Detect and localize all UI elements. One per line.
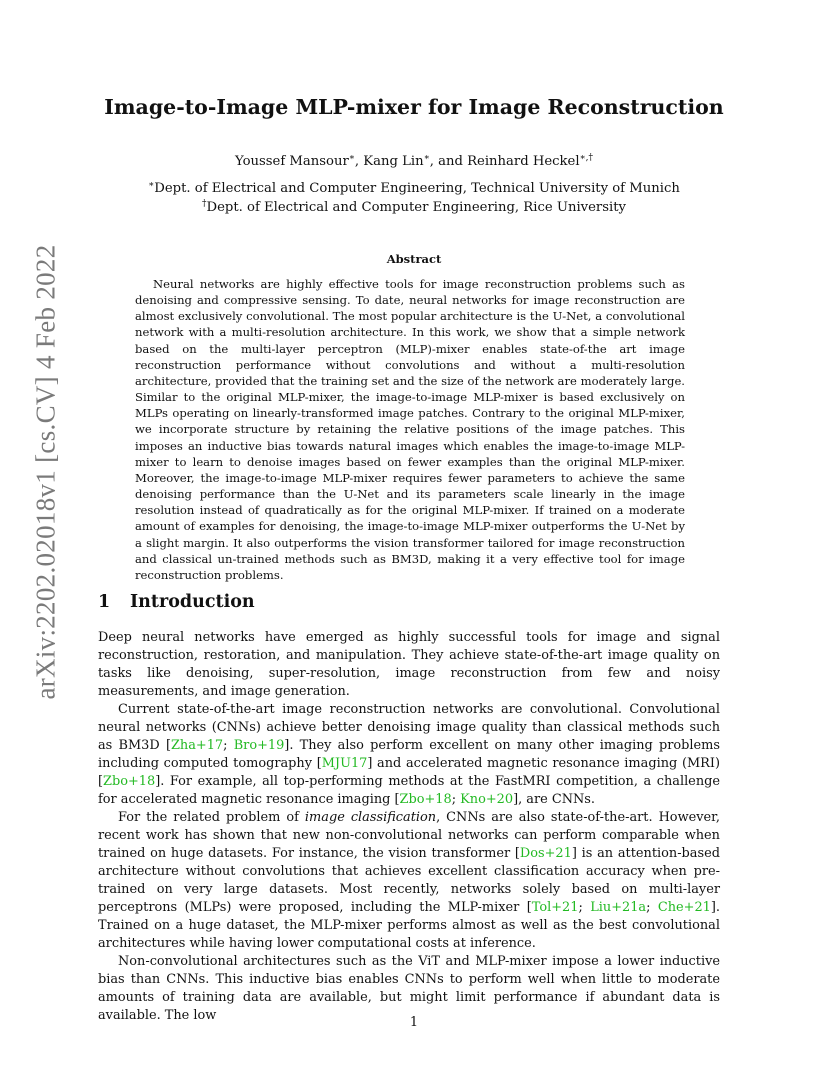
abstract-text: Neural networks are highly effective tools for image reconstruction problems such as denoising and compressive sensing. To date, neural networks for image reconstruction are almost exclusively convolutional. The most popular architecture is the U-Net, a convolutional network with a multi-resolution architecture. In this work, we show that a simple network based on the multi-layer perceptron (MLP)-mixer enables state-of-the art image reconstruction performance without convolutions and without a multi-resolution architecture, provided that the training set and the size of the network are moderately large. Similar to the original MLP-mixer, the image-to-image MLP-mixer is based exclusively on MLPs operating on linearly-transformed image patches. Contrary to the original MLP-mixer, we incorporate structure by retaining the relative positions of the image patches. This imposes an inductive bias towards natural images which enables the image-to-image MLP-mixer to learn to denoise images based on fewer examples than the original MLP-mixer. Moreover, the image-to-image MLP-mixer requires fewer parameters to achieve the same denoising performance than the U-Net and its parameters scale linearly in the image resolution instead of quadratically as for the original MLP-mixer. If trained on a moderate amount of examples for denoising, the image-to-image MLP-mixer outperforms the U-Net by a slight margin. It also outperforms the vision transformer tailored for image reconstruction and classical un-trained methods such as BM3D, making it a very effective tool for image reconstruction problems. (135, 277, 685, 582)
citation-link[interactable]: Tol+21 (531, 900, 579, 915)
affiliation-line (90, 180, 738, 198)
affiliation-mark: ∗ (148, 180, 155, 191)
paragraph: Current state-of-the-art image reconstruction networks are convolutional. Convolutional neural networks (CNNs) achieve better denoising image quality than classical methods such as BM3D [Zha+17; Bro+19]. They also perform excellent on many other imaging problems including computed tomography [MJU17] and accelerated magnetic resonance imaging (MRI) [Zbo+18]. For example, all top-performing methods at the FastMRI competition, a challenge for accelerated magnetic resonance imaging [Zbo+18; Kno+20], are CNNs. (98, 702, 720, 807)
author-name: Kang Lin (363, 154, 424, 169)
abstract-heading: Abstract (386, 252, 442, 266)
affiliation-line (90, 199, 738, 217)
paragraph: Deep neural networks have emerged as highly successful tools for image and signal reconstruction, restoration, and manipulation. They achieve state-of-the-art image quality on tasks like denoising, super-resolution, image reconstruction from few and noisy measurements, and image generation. (98, 630, 720, 699)
citation-link[interactable]: Liu+21a (590, 900, 647, 915)
affiliation-mark: ∗,† (579, 153, 593, 164)
citation-link[interactable]: Che+21 (657, 900, 711, 915)
citation-link[interactable]: Kno+20 (460, 792, 514, 807)
page-number: 1 (409, 1015, 419, 1030)
section-number: 1 (98, 592, 111, 612)
arxiv-identifier-stamp: arXiv:2202.02018v1 [cs.CV] 4 Feb 2022 (30, 244, 61, 700)
author-name: Reinhard Heckel (467, 154, 580, 169)
citation-link[interactable]: MJU17 (321, 756, 368, 771)
affiliation-mark: ∗ (423, 153, 430, 164)
citation-link[interactable]: Bro+19 (233, 738, 285, 753)
section-title: Introduction (130, 592, 255, 612)
paper-title: Image-to-Image MLP-mixer for Image Reconstruction (104, 95, 724, 119)
citation-link[interactable]: Zha+17 (170, 738, 224, 753)
emphasis: image classification (304, 810, 437, 825)
author-name: Youssef Mansour (235, 154, 349, 169)
paragraph: Non-convolutional architectures such as the ViT and MLP-mixer impose a lower inductive bias than CNNs. This inductive bias enables CNNs to perform well when little to moderate amounts of training data are available, but might limit performance if abundant data is available. The low (98, 954, 720, 1023)
affiliation-text: Dept. of Electrical and Computer Engineering, Technical University of Munich (154, 181, 680, 196)
affiliation-mark: ∗ (348, 153, 355, 164)
citation-link[interactable]: Zbo+18 (399, 792, 452, 807)
affiliation-mark: † (202, 199, 207, 210)
section-heading (98, 592, 255, 612)
body-text (98, 629, 720, 1025)
affiliation-text: Dept. of Electrical and Computer Engineering, Rice University (206, 200, 626, 215)
citation-link[interactable]: Dos+21 (519, 846, 572, 861)
paragraph: For the related problem of image classification, CNNs are also state-of-the-art. However, recent work has shown that new non-convolutional networks can perform comparable when trained on huge datasets. For instance, the vision transformer [Dos+21] is an attention-based architecture without convolutions that achieves excellent classification accuracy when pre-trained on very large datasets. Most recently, networks solely based on multi-layer perceptrons (MLPs) were proposed, including the MLP-mixer [Tol+21; Liu+21a; Che+21]. Trained on a huge dataset, the MLP-mixer performs almost as well as the best convolutional architectures while having lower computational costs at inference. (98, 810, 720, 951)
author-list: Youssef Mansour∗, Kang Lin∗, and Reinhard Heckel∗,† (235, 153, 593, 169)
citation-link[interactable]: Zbo+18 (103, 774, 156, 789)
